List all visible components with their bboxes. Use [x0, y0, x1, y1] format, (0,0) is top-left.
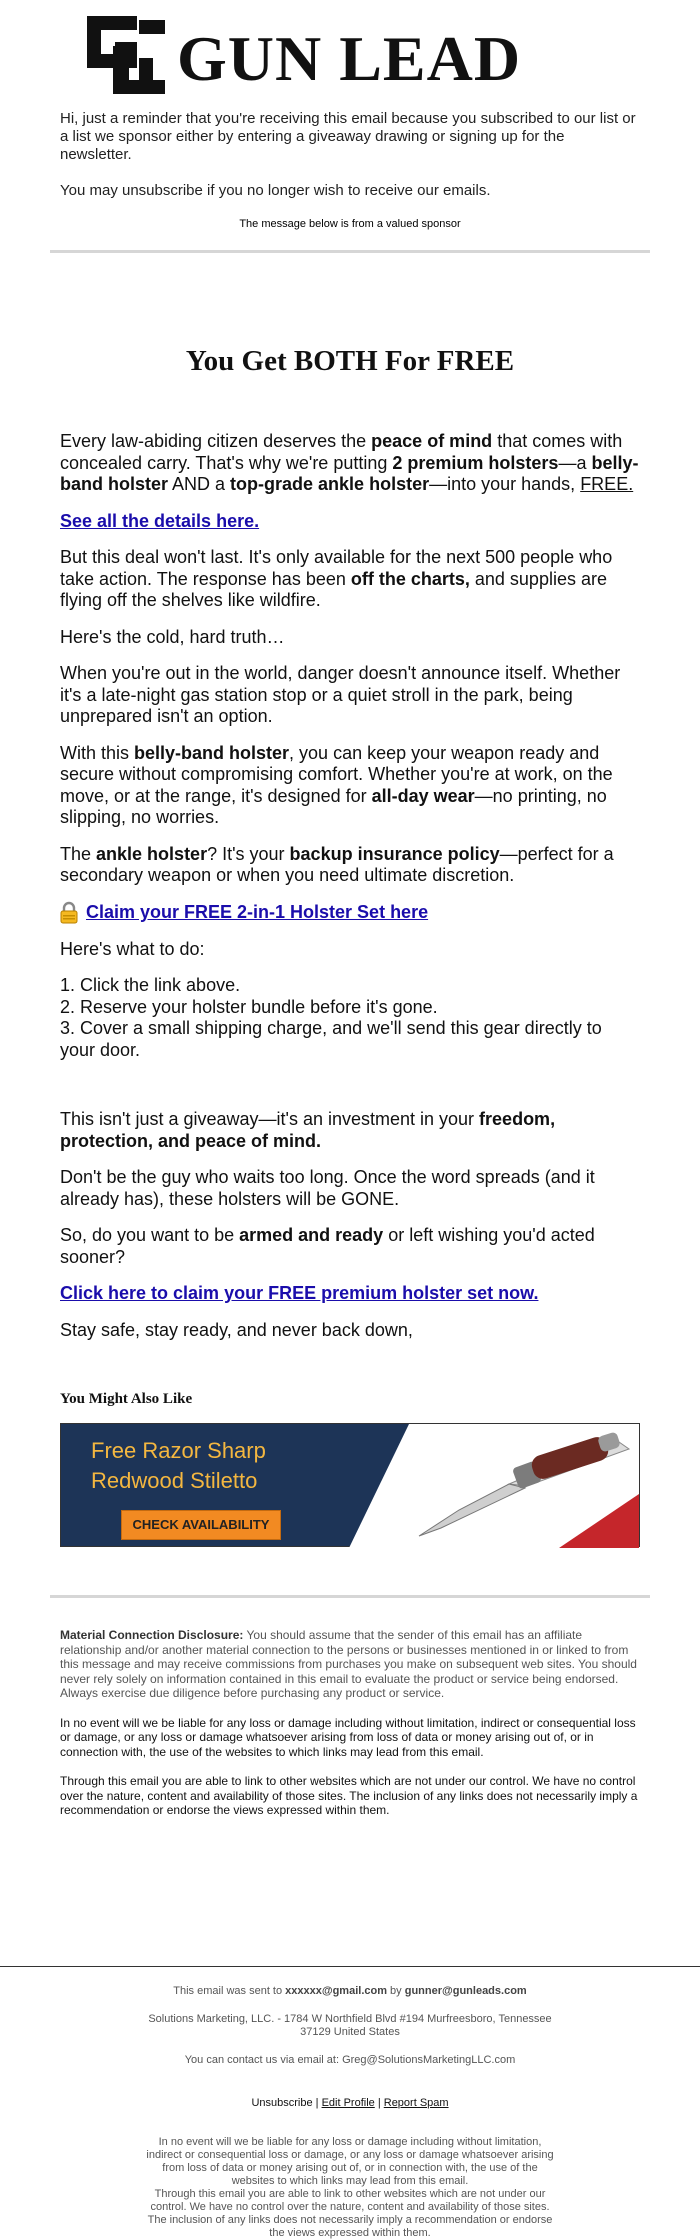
report-spam-link[interactable]: Report Spam [383, 2097, 449, 2109]
liability-disclaimer: In no event will we be liable for any loss or damage including without limitation, indirect or consequential loss or damage, or any loss or damage whatsoever arising from loss of data or money arising out of, or in connection with, the use of the websites to which links may lead from this email. [60, 1715, 636, 1759]
text: So, do you want to be [60, 1225, 240, 1245]
paragraph-ankle [60, 844, 640, 887]
ad-title [91, 1436, 266, 1496]
body-copy [50, 431, 650, 1341]
step-item: 3. Cover a small shipping charge, and we'll send this gear directly to your door. [60, 1018, 602, 1060]
text: by [387, 1985, 405, 1997]
subscription-reminder: Hi, just a reminder that you're receiving this email because you subscribed to our list or a list we sponsor either by entering a giveaway drawing or signing up for the newsletter. [60, 110, 636, 163]
emphasis: off the charts, [350, 568, 470, 589]
emphasis: all-day wear [371, 785, 475, 806]
text: With this [60, 742, 135, 763]
emphasis: freedom, protection, and peace of mind. [60, 1109, 556, 1151]
email-container [50, 0, 650, 1818]
text: , you can keep your weapon ready and secure without compromising comfort. Whether you're at work, on the move, or at the range, it's designed for [60, 742, 613, 806]
steps-list [60, 975, 640, 1061]
brand-header [50, 0, 650, 110]
sender-email: gunner@gunleads.com [404, 1985, 527, 1997]
intro-section [50, 110, 650, 200]
text: ? It's your [207, 843, 290, 864]
text: This email was sent to [173, 1985, 286, 1997]
text: The [60, 843, 97, 864]
emphasis: ankle holster [96, 843, 208, 864]
footer-divider [0, 1966, 700, 1967]
edit-profile-link[interactable]: Edit Profile [321, 2097, 375, 2109]
divider [50, 250, 650, 253]
recipient-email: xxxxxx@gmail.com [285, 1985, 387, 1997]
gl-monogram-icon[interactable] [77, 8, 522, 98]
also-like-heading: You Might Also Like [60, 1391, 193, 1407]
final-link-paragraph [60, 1283, 640, 1305]
separator: | [312, 2097, 322, 2109]
emphasis: 2 premium holsters [392, 452, 559, 473]
check-availability-button[interactable]: CHECK AVAILABILITY [121, 1510, 281, 1540]
text: AND a [168, 474, 231, 494]
text: —no printing, no slipping, no worries. [60, 785, 607, 827]
paragraph-question [60, 1225, 640, 1268]
headline: You Get BOTH For FREE [185, 345, 515, 377]
paragraph-investment [60, 1109, 640, 1152]
sent-to-line [50, 1985, 650, 1998]
material-connection-disclosure [60, 1628, 640, 1701]
step-item: 2. Reserve your holster bundle before it's gone. [60, 996, 438, 1017]
footer-links-disclaimer: Through this email you are able to link to other websites which are not under our control. We have no control over the nature, content and availability of those sites. The inclusion of any links does not necessarily imply a recommendation or endorse the views expressed within them. [147, 2188, 553, 2239]
final-claim-link[interactable]: Click here to claim your FREE premium holster set now. [60, 1283, 539, 1303]
sponsor-note: The message below is from a valued sponsor [239, 218, 461, 230]
text: But this deal won't last. It's only available for the next 500 people who take action. The response has been [60, 547, 613, 589]
footer [50, 1985, 650, 2240]
emphasis: peace of mind [371, 431, 493, 451]
text: —a [558, 452, 592, 473]
text: —perfect for a secondary weapon or when you need ultimate discretion. [60, 843, 614, 885]
stiletto-ad-banner[interactable] [60, 1423, 640, 1547]
signoff: Stay safe, stay ready, and never back down, [60, 1319, 413, 1340]
address-line: Solutions Marketing, LLC. - 1784 W Northfield Blvd #194 Murfreesboro, Tennessee [148, 2013, 552, 2025]
text: and supplies are flying off the shelves like wildfire. [60, 568, 607, 610]
unsubscribe-note: You may unsubscribe if you no longer wish to receive our emails. [60, 182, 491, 199]
ad-title-line: Redwood Stiletto [91, 1468, 258, 1493]
paragraph-wait: Don't be the guy who waits too long. Once the word spreads (and it already has), these holsters will be GONE. [60, 1167, 595, 1209]
claim-link[interactable]: Claim your FREE 2-in-1 Holster Set here [86, 901, 429, 922]
details-link-paragraph [60, 511, 640, 533]
emphasis: top-grade ankle holster [230, 474, 430, 494]
paragraph-urgency [60, 547, 640, 612]
paragraph-intro [60, 431, 640, 496]
text: that comes with concealed carry. That's why we're putting [60, 431, 623, 473]
paragraph-danger: When you're out in the world, danger doesn't announce itself. Whether it's a late-night gas station stop or a quiet stroll in the park, being unprepared isn't an option. [60, 663, 621, 726]
steps-intro: Here's what to do: [60, 938, 205, 959]
lock-icon [60, 902, 78, 924]
ad-title-line: Free Razor Sharp [91, 1438, 266, 1463]
postal-address [50, 2013, 650, 2039]
emphasis: armed and ready [239, 1225, 384, 1245]
claim-link-paragraph [60, 902, 640, 924]
disclosure-text: You should assume that the sender of this email has an affiliate relationship and/or another material connection to the persons or businesses mentioned in or linked to from this message and may receive commissions from purchases you make on subsequent web sites. You should never rely solely on information contained in this email to evaluate the product or service being endorsed. Always exercise due diligence before purchasing any product or service. [60, 1628, 637, 1700]
text: —into your hands, [429, 474, 581, 494]
step-item: 1. Click the link above. [60, 975, 241, 995]
external-links-disclaimer: Through this email you are able to link to other websites which are not under our control. We have no control over the nature, content and availability of those sites. The inclusion of any links does not necessarily imply a recommendation or endorse the views expressed within them. [60, 1774, 638, 1817]
address-line: 37129 United States [300, 2026, 400, 2038]
paragraph-truth: Here's the cold, hard truth… [60, 626, 285, 647]
text: or left wishing you'd acted sooner? [60, 1225, 595, 1267]
divider [50, 1595, 650, 1598]
footer-liability: In no event will we be liable for any loss or damage including without limitation, indirect or consequential loss or damage, or any loss or damage whatsoever arising from loss of data or money arising out of, or in connection with, the use of the websites to which links may lead from this email. [146, 2136, 554, 2187]
unsubscribe-link[interactable]: Unsubscribe [251, 2097, 313, 2109]
details-link[interactable]: See all the details here. [60, 510, 260, 531]
contact-line: You can contact us via email at: Greg@SolutionsMarketingLLC.com [184, 2054, 516, 2066]
stiletto-knife-icon [349, 1424, 639, 1548]
free-underlined: FREE. [580, 474, 634, 494]
emphasis: belly-band holster [60, 452, 639, 494]
text: Every law-abiding citizen deserves the [60, 431, 372, 451]
emphasis: backup insurance policy [289, 843, 500, 864]
text: This isn't just a giveaway—it's an investment in your [60, 1109, 480, 1129]
paragraph-belly-band [60, 743, 640, 829]
footer-links [50, 2097, 650, 2110]
brand-wordmark: GUN LEAD [177, 23, 522, 94]
disclosure-label: Material Connection Disclosure: [60, 1628, 244, 1642]
emphasis: belly-band holster [134, 742, 290, 763]
separator: | [374, 2097, 384, 2109]
disclosure-section [50, 1628, 650, 1818]
